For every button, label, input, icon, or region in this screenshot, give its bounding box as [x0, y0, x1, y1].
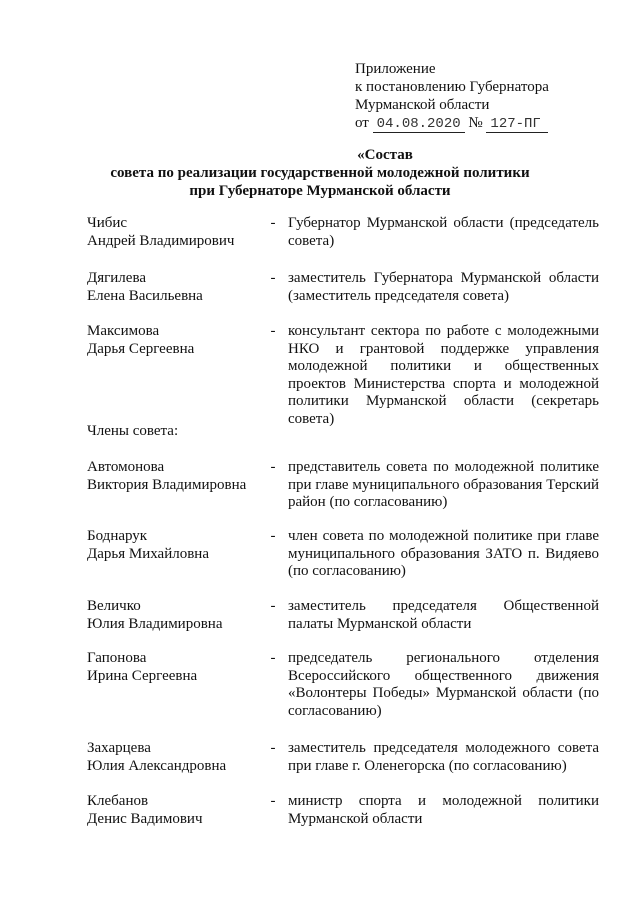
appendix-line-3: Мурманской области — [355, 97, 490, 113]
member-name — [87, 793, 267, 828]
separator-dash: - — [270, 650, 276, 666]
title-line-2: совета по реализации государственной молодежной политики — [110, 165, 530, 181]
member-surname: Чибис — [87, 215, 128, 231]
number-prefix: № — [468, 115, 483, 131]
separator-dash: - — [270, 740, 276, 756]
member-role: заместитель председателя Общественной палаты Мурманской области — [288, 598, 599, 632]
member-role: член совета по молодежной политике при главе муниципального образования ЗАТО п. Видяево (по согласованию) — [288, 528, 599, 579]
member-surname: Автомонова — [87, 459, 165, 475]
members-section-label: Члены совета: — [87, 423, 179, 439]
member-name — [87, 528, 267, 563]
member-name — [87, 740, 267, 775]
member-name — [87, 270, 267, 305]
member-given-name: Юлия Александровна — [87, 757, 227, 774]
member-surname: Клебанов — [87, 793, 149, 809]
appendix-header — [355, 60, 549, 133]
member-given-name: Дарья Сергеевна — [87, 340, 195, 357]
title-line-1: «Состав — [357, 147, 413, 163]
appendix-line-2: к постановлению Губернатора — [355, 79, 549, 95]
member-role: министр спорта и молодежной политики Мурманской области — [288, 793, 599, 827]
member-given-name: Ирина Сергеевна — [87, 667, 198, 684]
member-given-name: Юлия Владимировна — [87, 615, 223, 632]
separator-dash: - — [270, 598, 276, 614]
member-given-name: Андрей Владимирович — [87, 232, 235, 249]
member-name — [87, 598, 267, 633]
member-role: Губернатор Мурманской области (председатель совета) — [288, 215, 599, 249]
member-role: представитель совета по молодежной политике при главе муниципального образования Терский район (по согласованию) — [288, 459, 599, 510]
member-surname: Дягилева — [87, 270, 146, 286]
member-name — [87, 215, 267, 250]
separator-dash: - — [270, 459, 276, 475]
member-given-name: Елена Васильевна — [87, 287, 203, 304]
member-name — [87, 323, 267, 358]
member-role: председатель регионального отделения Всероссийского общественного движения «Волонтеры Победы» Мурманской области (по согласованию) — [288, 650, 599, 719]
decree-number: 127-ПГ — [486, 116, 548, 133]
separator-dash: - — [270, 270, 276, 286]
member-role: консультант сектора по работе с молодежными НКО и грантовой поддержке управления молодежной политики и общественных проектов Министерства спорта и молодежной политики Мурманской области (секретарь совета) — [288, 323, 599, 427]
member-role: заместитель Губернатора Мурманской области (заместитель председателя совета) — [288, 270, 599, 304]
member-surname: Величко — [87, 598, 141, 614]
member-name — [87, 459, 267, 494]
member-surname: Захарцева — [87, 740, 151, 756]
member-surname: Боднарук — [87, 528, 148, 544]
date-prefix: от — [355, 115, 369, 131]
member-given-name: Виктория Владимировна — [87, 476, 247, 493]
member-given-name: Денис Вадимович — [87, 810, 203, 827]
document-title — [0, 146, 640, 200]
separator-dash: - — [270, 323, 276, 339]
separator-dash: - — [270, 528, 276, 544]
member-surname: Гапонова — [87, 650, 147, 666]
member-surname: Максимова — [87, 323, 160, 339]
title-line-3: при Губернаторе Мурманской области — [189, 183, 451, 199]
member-name — [87, 650, 267, 685]
separator-dash: - — [270, 793, 276, 809]
separator-dash: - — [270, 215, 276, 231]
appendix-date-line — [355, 114, 549, 133]
member-given-name: Дарья Михайловна — [87, 545, 209, 562]
decree-date: 04.08.2020 — [373, 116, 465, 133]
appendix-line-1: Приложение — [355, 61, 436, 77]
member-role: заместитель председателя молодежного совета при главе г. Оленегорска (по согласованию) — [288, 740, 599, 774]
